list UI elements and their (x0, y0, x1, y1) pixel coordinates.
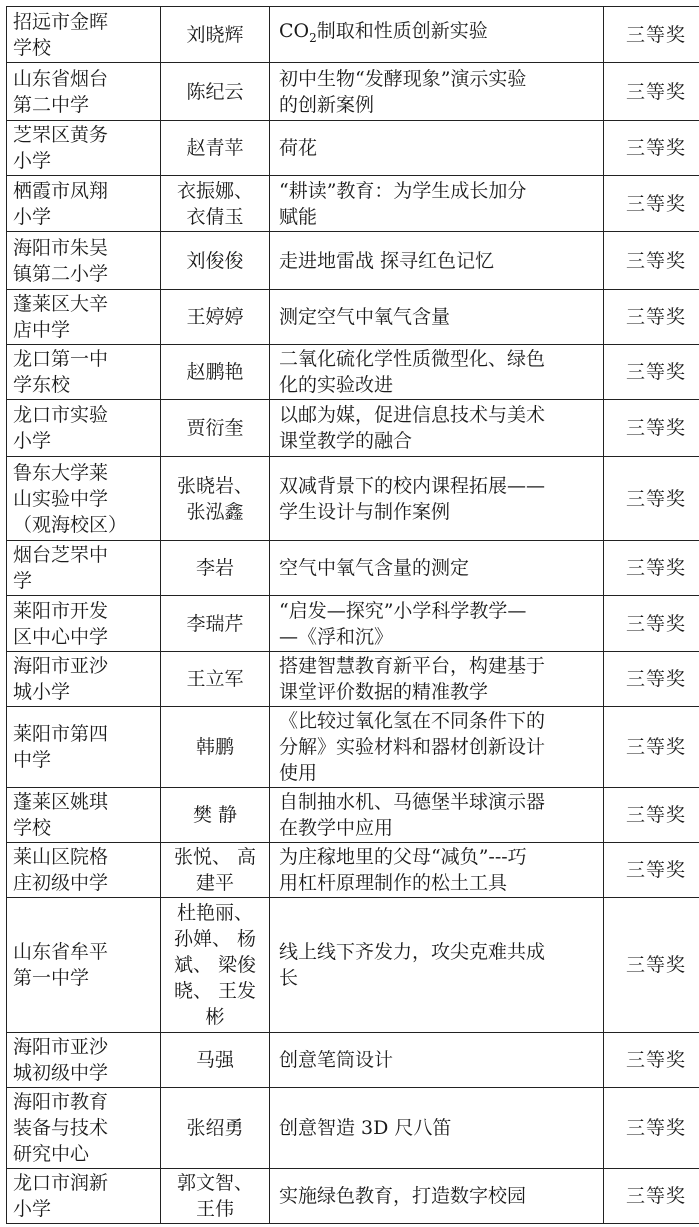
title-cell (270, 121, 604, 176)
project-title: 为庄稼地里的父母“减负”---巧 用杠杆原理制作的松土工具 (279, 846, 527, 894)
author-name: 王立军 (186, 668, 244, 690)
author-cell (161, 1169, 270, 1224)
table-row (7, 400, 699, 457)
school-name: 莱阳市第四 中学 (13, 723, 109, 771)
award-cell (604, 121, 699, 176)
school-name: 蓬莱区姚琪 学校 (13, 791, 109, 839)
author-name: 张绍勇 (186, 1117, 244, 1139)
project-title: 自制抽水机、马德堡半球演示器 在教学中应用 (279, 791, 546, 839)
author-cell (161, 457, 270, 541)
author-name: 李瑞芹 (186, 612, 244, 635)
author-cell (161, 843, 270, 898)
author-cell (161, 1033, 270, 1088)
award-level: 三等奖 (625, 361, 686, 383)
title-cell (270, 707, 604, 788)
title-subscript: 2 (309, 30, 317, 45)
title-cell (270, 290, 604, 345)
project-title: “启发—探究”小学科学教学— —《浮和沉》 (279, 599, 527, 648)
table-row (7, 290, 699, 345)
project-title: 搭建智慧教育新平台，构建基于 课堂评价数据的精准教学 (279, 655, 546, 703)
project-title: 《比较过氧化氢在不同条件下的 分解》实验材料和器材创新设计 使用 (279, 710, 546, 784)
author-cell (161, 652, 270, 707)
project-title: 创意智造 3D 尺八笛 (279, 1117, 452, 1139)
author-name: 贾衍奎 (186, 417, 244, 439)
table-row (7, 176, 699, 232)
award-level: 三等奖 (625, 954, 686, 976)
school-cell (7, 898, 161, 1033)
award-cell (604, 788, 699, 843)
award-level: 三等奖 (625, 612, 686, 635)
title-cell (270, 652, 604, 707)
author-name: 王婷婷 (186, 306, 244, 328)
school-name: 鲁东大学莱 山实验中学 （观海校区） (13, 461, 128, 536)
awards-table-body (7, 7, 699, 1224)
project-title: 双减背景下的校内课程拓展—— 学生设计与制作案例 (279, 474, 546, 523)
school-name: 招远市金晖 学校 (13, 10, 109, 59)
school-name: 栖霞市凤翔 小学 (13, 179, 109, 228)
award-cell (604, 290, 699, 345)
author-cell (161, 1088, 270, 1169)
school-cell (7, 1169, 161, 1224)
title-cell (270, 345, 604, 400)
table-row (7, 707, 699, 788)
author-cell (161, 290, 270, 345)
award-level: 三等奖 (625, 859, 686, 881)
title-cell (270, 232, 604, 290)
award-cell (604, 652, 699, 707)
author-name: 杜艳丽、 孙婵、 杨 斌、 梁俊 晓、 王发 彬 (173, 902, 257, 1028)
title-cell (270, 176, 604, 232)
title-cell (270, 1033, 604, 1088)
award-cell (604, 541, 699, 596)
awards-table (6, 6, 699, 1224)
award-level: 三等奖 (625, 192, 686, 215)
table-row (7, 843, 699, 898)
author-name: 刘晓辉 (186, 23, 244, 46)
table-row (7, 345, 699, 400)
project-title: 走进地雷战 探寻红色记忆 (279, 249, 495, 272)
award-level: 三等奖 (625, 1049, 686, 1071)
author-name: 刘俊俊 (186, 249, 244, 272)
award-level: 三等奖 (625, 80, 686, 103)
award-cell (604, 400, 699, 457)
author-name: 赵青苹 (186, 137, 244, 159)
award-level: 三等奖 (625, 23, 686, 46)
school-cell (7, 176, 161, 232)
school-name: 海阳市亚沙 城初级中学 (13, 1036, 109, 1084)
author-name: 衣振娜、 衣倩玉 (176, 179, 253, 228)
project-title: 二氧化硫化学性质微型化、绿色 化的实验改进 (279, 348, 546, 396)
award-cell (604, 707, 699, 788)
project-title: 测定空气中氧气含量 (279, 306, 451, 328)
award-level: 三等奖 (625, 1117, 686, 1139)
award-cell (604, 596, 699, 652)
award-cell (604, 898, 699, 1033)
award-level: 三等奖 (625, 804, 686, 826)
project-title: 制取和性质创新实验 (316, 20, 488, 43)
award-level: 三等奖 (625, 249, 686, 272)
author-name: 陈纪云 (186, 80, 244, 103)
award-cell (604, 7, 699, 63)
title-cell (270, 843, 604, 898)
table-row (7, 232, 699, 290)
table-row (7, 1169, 699, 1224)
title-cell (270, 898, 604, 1033)
table-row (7, 457, 699, 541)
table-row (7, 63, 699, 121)
project-title: 以邮为媒，促进信息技术与美术 课堂教学的融合 (279, 404, 546, 452)
school-name: 海阳市教育 装备与技术 研究中心 (13, 1091, 109, 1165)
school-cell (7, 541, 161, 596)
award-level: 三等奖 (625, 668, 686, 690)
table-row (7, 596, 699, 652)
school-name: 山东省牟平 第一中学 (13, 941, 109, 989)
table-row (7, 652, 699, 707)
project-title: 创意笔筒设计 (279, 1049, 394, 1071)
project-title: 实施绿色教育，打造数字校园 (279, 1185, 527, 1207)
award-cell (604, 843, 699, 898)
table-row (7, 1033, 699, 1088)
school-cell (7, 63, 161, 121)
school-cell (7, 121, 161, 176)
school-cell (7, 400, 161, 457)
award-level: 三等奖 (625, 487, 686, 510)
author-cell (161, 596, 270, 652)
school-name: 芝罘区黄务 小学 (13, 124, 109, 172)
author-name: 郭文智、 王伟 (176, 1172, 253, 1220)
title-formula: CO (279, 20, 310, 43)
author-cell (161, 541, 270, 596)
award-cell (604, 345, 699, 400)
award-level: 三等奖 (625, 736, 686, 758)
title-cell (270, 7, 604, 63)
author-name: 韩鹏 (195, 736, 234, 758)
table-row (7, 898, 699, 1033)
school-name: 海阳市朱吴 镇第二小学 (13, 236, 109, 285)
title-cell (270, 541, 604, 596)
title-cell (270, 1088, 604, 1169)
school-cell (7, 457, 161, 541)
school-cell (7, 290, 161, 345)
school-cell (7, 843, 161, 898)
school-cell (7, 788, 161, 843)
school-name: 蓬莱区大辛 店中学 (13, 293, 109, 341)
project-title: “耕读”教育：为学生成长加分 赋能 (279, 179, 527, 228)
author-name: 张悦、 高 建平 (173, 846, 257, 894)
table-row (7, 7, 699, 63)
author-name: 赵鹏艳 (186, 361, 244, 383)
school-name: 烟台芝罘中 学 (13, 544, 109, 592)
author-name: 李岩 (195, 557, 234, 579)
author-cell (161, 707, 270, 788)
title-cell (270, 457, 604, 541)
school-cell (7, 596, 161, 652)
table-row (7, 788, 699, 843)
award-level: 三等奖 (625, 417, 686, 439)
school-cell (7, 1033, 161, 1088)
title-cell (270, 1169, 604, 1224)
school-name: 海阳市亚沙 城小学 (13, 655, 109, 703)
author-cell (161, 400, 270, 457)
project-title: 空气中氧气含量的测定 (279, 557, 470, 579)
award-level: 三等奖 (625, 1185, 686, 1207)
author-cell (161, 898, 270, 1033)
award-cell (604, 176, 699, 232)
title-cell (270, 596, 604, 652)
school-name: 龙口市实验 小学 (13, 404, 109, 452)
award-level: 三等奖 (625, 137, 686, 159)
author-cell (161, 345, 270, 400)
school-name: 山东省烟台 第二中学 (13, 67, 109, 116)
school-cell (7, 7, 161, 63)
project-title: 初中生物“发酵现象”演示实验 的创新案例 (279, 67, 527, 116)
project-title: 线上线下齐发力，攻尖克难共成 长 (279, 941, 546, 989)
school-cell (7, 232, 161, 290)
author-cell (161, 232, 270, 290)
table-row (7, 541, 699, 596)
award-cell (604, 63, 699, 121)
author-cell (161, 788, 270, 843)
award-cell (604, 457, 699, 541)
school-name: 莱阳市开发 区中心中学 (13, 599, 109, 648)
title-cell (270, 63, 604, 121)
school-cell (7, 707, 161, 788)
award-level: 三等奖 (625, 306, 686, 328)
author-name: 张晓岩、 张泓鑫 (176, 474, 253, 523)
project-title: 荷花 (279, 137, 318, 159)
title-cell (270, 400, 604, 457)
school-cell (7, 652, 161, 707)
award-cell (604, 232, 699, 290)
author-cell (161, 7, 270, 63)
author-name: 樊 静 (192, 804, 238, 826)
table-row (7, 1088, 699, 1169)
table-row (7, 121, 699, 176)
school-name: 龙口市润新 小学 (13, 1172, 109, 1220)
title-cell (270, 788, 604, 843)
author-cell (161, 176, 270, 232)
school-name: 莱山区院格 庄初级中学 (13, 846, 109, 894)
award-cell (604, 1088, 699, 1169)
award-cell (604, 1033, 699, 1088)
author-cell (161, 63, 270, 121)
author-name: 马强 (195, 1049, 234, 1071)
award-level: 三等奖 (625, 557, 686, 579)
author-cell (161, 121, 270, 176)
school-cell (7, 1088, 161, 1169)
school-name: 龙口第一中 学东校 (13, 348, 109, 396)
award-cell (604, 1169, 699, 1224)
school-cell (7, 345, 161, 400)
